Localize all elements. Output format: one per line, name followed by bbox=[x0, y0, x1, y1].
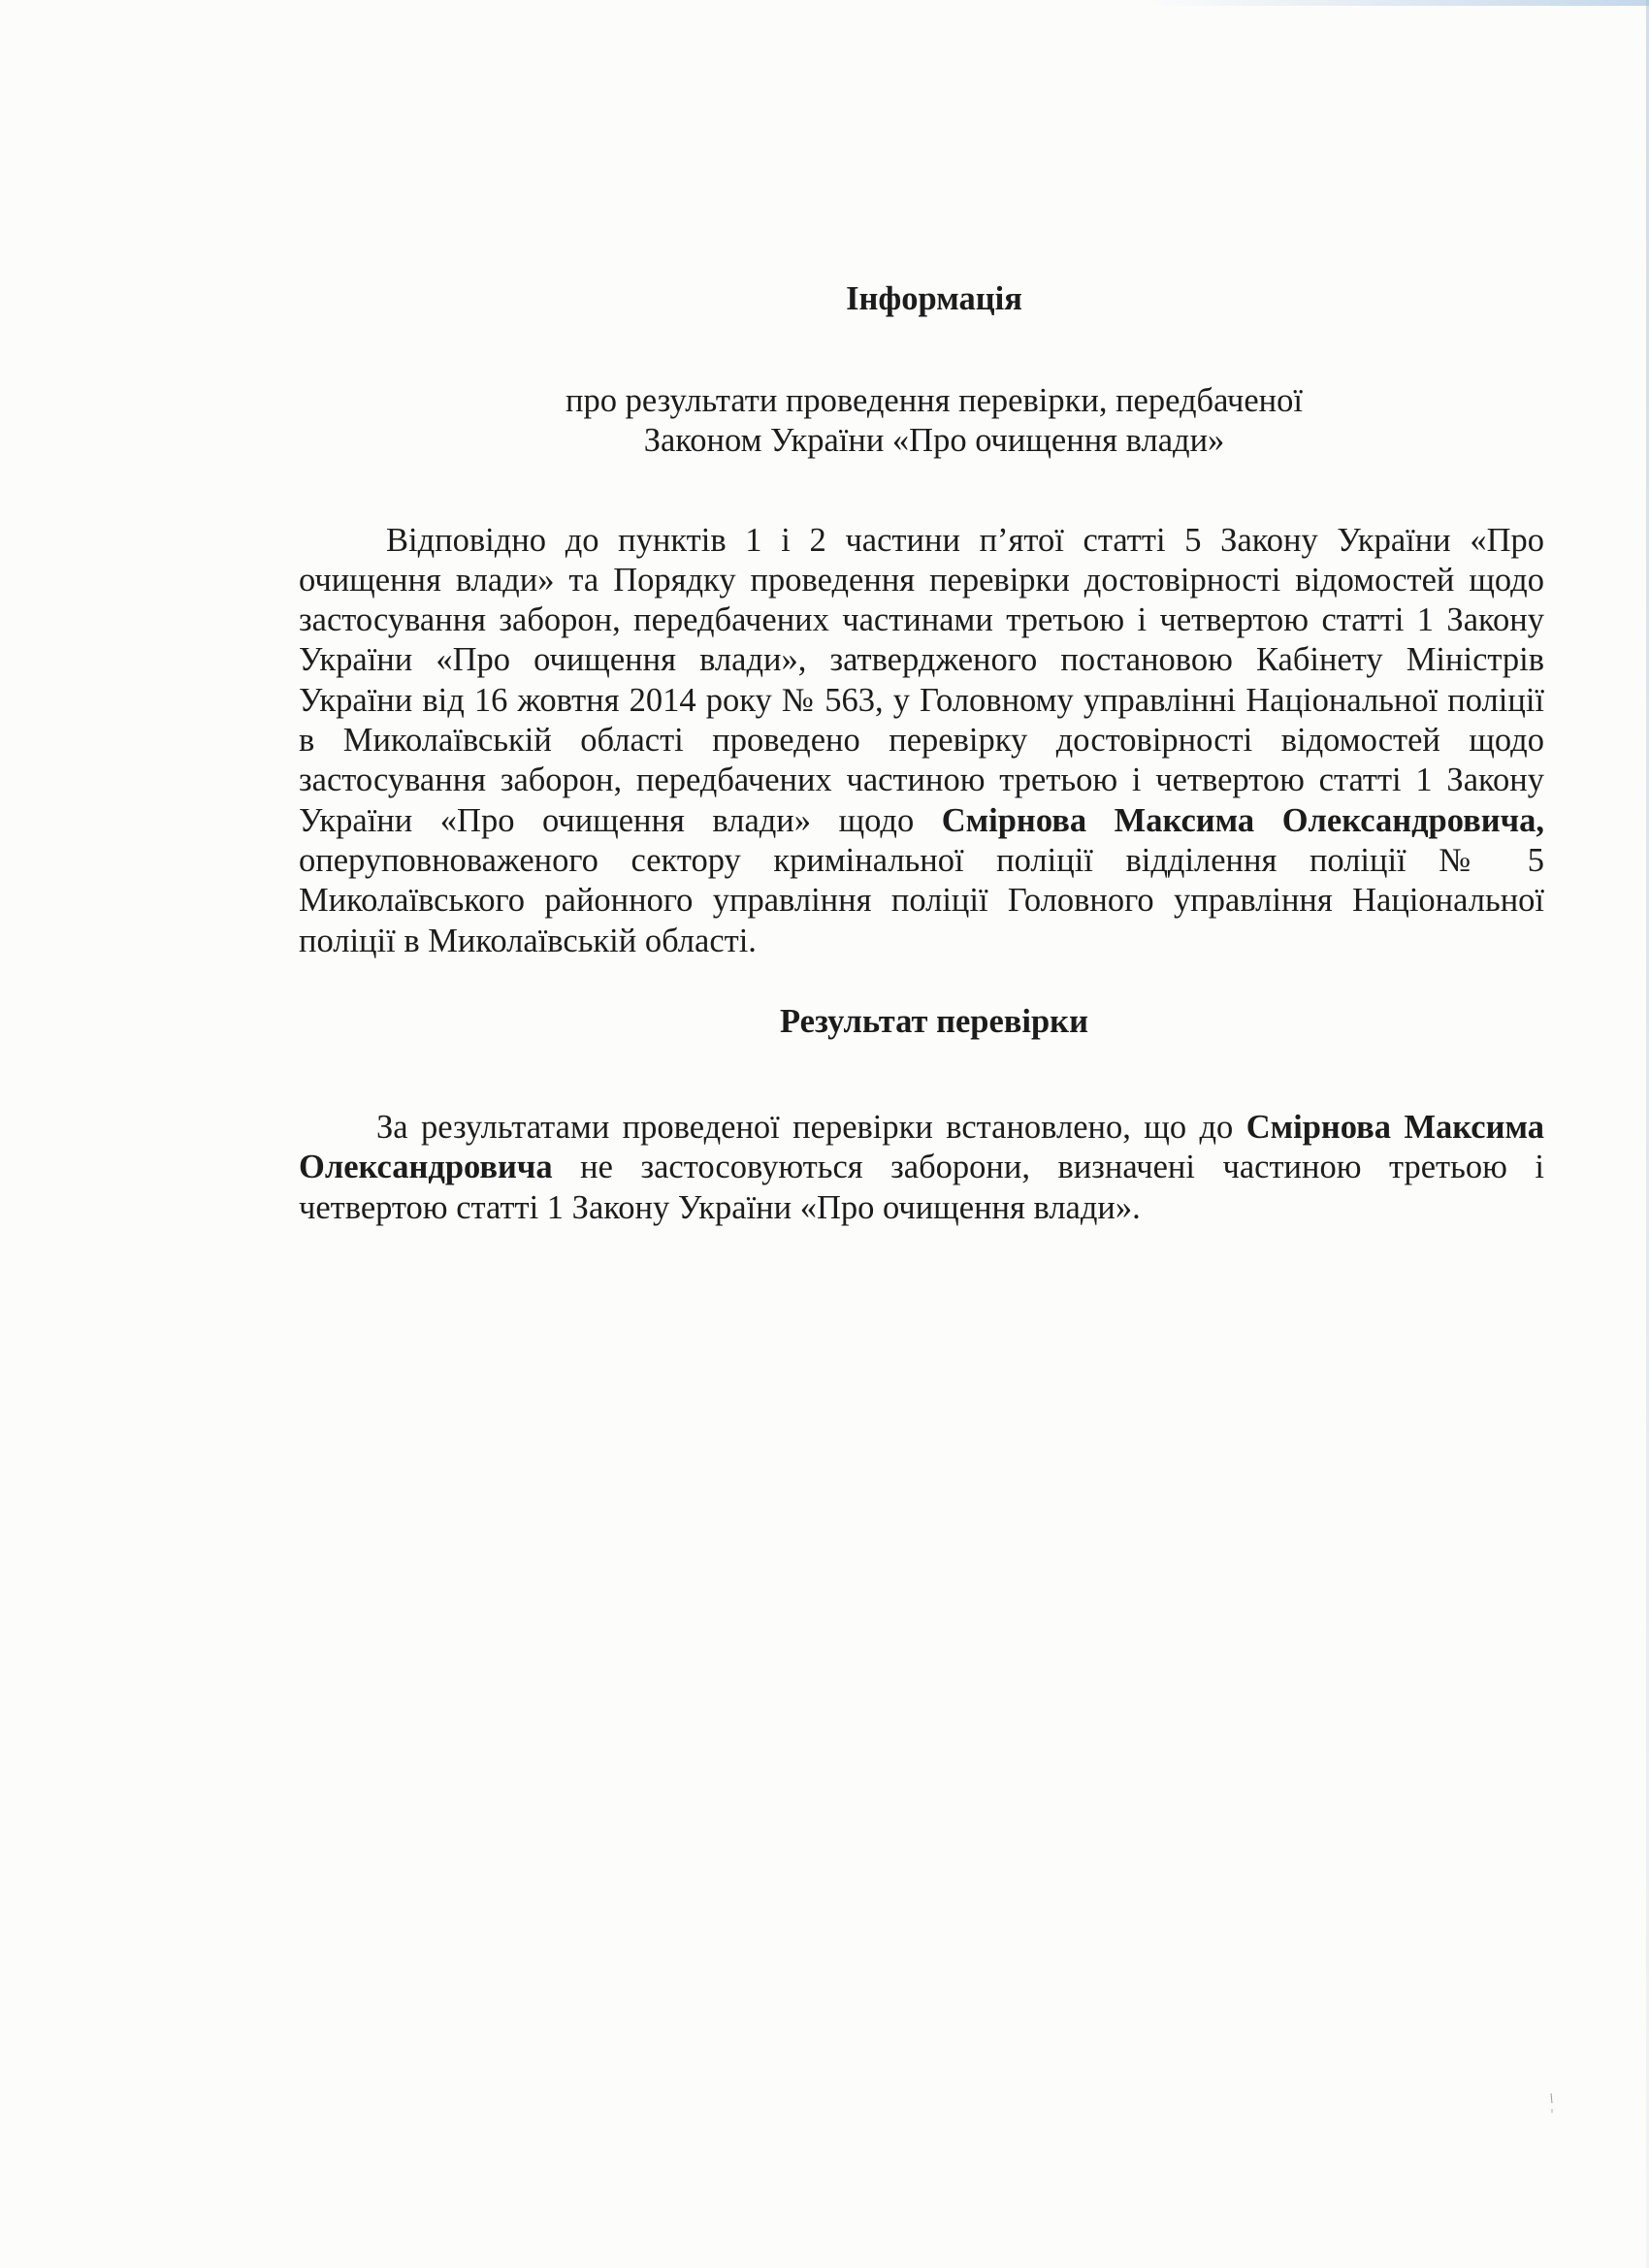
section-title-result: Результат перевірки bbox=[780, 1002, 1088, 1040]
paragraph2-person-name: Смірнова Максима Олександровича bbox=[299, 1109, 1544, 1186]
scan-speck bbox=[1550, 2093, 1553, 2115]
document-body bbox=[299, 279, 1544, 1228]
document-title: Інформація bbox=[846, 280, 1022, 317]
scan-edge-top bbox=[1145, 0, 1649, 6]
result-paragraph bbox=[299, 1108, 1544, 1228]
paragraph1-text-before-name: Відповідно до пунктів 1 і 2 частини п’ятої статті 5 Закону України «Про очищення влади» та Порядку проведення перевірки достовірності відомостей щодо застосування заборон, передбачених частинами третьою і четвертою статті 1 Закону України «Про очищення влади», затвердженого постановою Кабінету Міністрів України від 16 жовтня 2014 року № 563, у Головному управлінні Національної поліції в Миколаївській області проведено перевірку достовірності відомостей щодо застосування заборон, передбачених частиною третьою і четвертою статті 1 Закону України «Про очищення влади» щодо bbox=[299, 521, 1544, 839]
paragraph2-text-after-name: не застосовуються заборони, визначені частиною третьою і четвертою статті 1 Закону України «Про очищення влади». bbox=[299, 1149, 1544, 1226]
paragraph1-person-name: Смірнова Максима Олександровича, bbox=[941, 801, 1544, 839]
document-subtitle bbox=[299, 381, 1544, 462]
subtitle-line-2: Законом України «Про очищення влади» bbox=[643, 422, 1225, 460]
subtitle-line-1: про результати проведення перевірки, передбаченої bbox=[566, 382, 1303, 419]
paragraph2-text-before-name: За результатами проведеної перевірки встановлено, що до bbox=[376, 1109, 1246, 1147]
paragraph1-text-after-name: оперуповноваженого сектору кримінальної поліції відділення поліції № 5 Миколаївського районного управління поліції Головного управління Національної поліції в Миколаївській області. bbox=[299, 841, 1544, 959]
verification-paragraph bbox=[299, 521, 1544, 961]
